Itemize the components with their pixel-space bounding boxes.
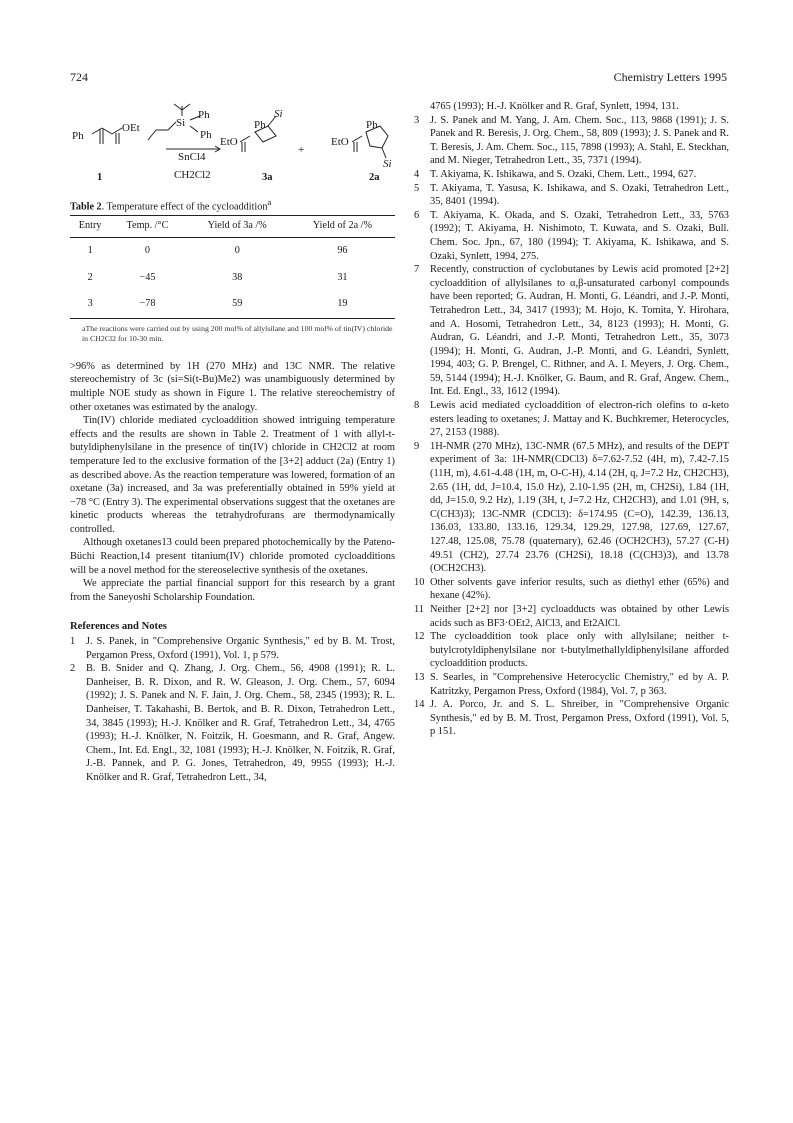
table-footnote: aThe reactions were carried out by using 200 mol% of allylsilane and 100 mol% of tin(IV) chloride in CH2Cl2 for 10-30 min. — [82, 323, 393, 343]
reference-item — [414, 209, 729, 263]
reference-text: T. Akiyama, K. Okada, and S. Ozaki, Tetrahedron Lett., 33, 5763 (1992); T. Akiyama, H. Nishimoto, T. Kuwata, and S. Ozaki, Bull. Chem. Soc. Jpn., 67, 180 (1994); T. Akiyama, K. Ishikawa, and S. Ozaki, Synlett, 1994, 275. — [430, 209, 729, 262]
table-cell: 19 — [290, 291, 395, 318]
reference-text: Lewis acid mediated cycloaddition of electron-rich olefins to α-keto esters leading to oxetanes; J. Mattay and K. Buchkremer, Heterocycles, 27, 2153 (1988). — [430, 400, 729, 439]
reference-number: 14 — [414, 699, 425, 711]
reference-item — [70, 635, 395, 662]
reference-item — [414, 440, 729, 576]
reference-text: T. Akiyama, T. Yasusa, K. Ishikawa, and S. Ozaki, Tetrahedron Lett., 35, 8401 (1994). — [430, 182, 729, 208]
table-cell: 31 — [337, 271, 348, 283]
table-cell: 3 — [70, 291, 110, 318]
reaction-scheme — [70, 100, 395, 192]
reference-item — [70, 662, 395, 784]
table-cell: 59 — [185, 291, 290, 318]
reference-text: J. S. Panek, in "Comprehensive Organic Synthesis," ed by B. M. Trost, Pergamon Press, Oxford (1991), Vol. 1, p 579. — [86, 636, 395, 661]
reference-text: T. Akiyama, K. Ishikawa, and S. Ozaki, Chem. Lett., 1994, 627. — [430, 168, 697, 180]
reagent-top-label: SnCl4 — [178, 151, 206, 163]
reference-item — [414, 263, 729, 399]
col-header-yield-2a: Yield of 2a /% — [290, 216, 395, 238]
reference-text: J. A. Porco, Jr. and S. L. Shreiber, in "Comprehensive Organic Synthesis," ed by B. M. Trost, Pergamon Press, Oxford (1991), Vol. 5, p 151. — [430, 699, 729, 738]
plus-sign: + — [298, 144, 305, 156]
body-paragraph-2: Tin(IV) chloride mediated cycloaddition showed intriguing temperature effects and the results are shown in Table 2. Treatment of 1 with allyl-t-butyldiphenylsilane in the presence of tin(IV) chloride in CH2Cl2 at room temperature led to the exclusive formation of the [3+2] adduct (2a) (Entry 1) as described above. As the reaction temperature was lowered, formation of an oxetane (3a) increased, and 3a was preferentially obtained in 59% yield at −78 °C (Entry 3). The experimental observations suggest that the oxetanes are kinetic products whereas the tetrahydrofurans are thermodynamically controlled. — [70, 415, 395, 535]
table-caption-text: . Temperature effect of the cycloaddition — [101, 201, 268, 213]
reference-text: J. S. Panek and M. Yang, J. Am. Chem. Soc., 113, 9868 (1991); J. S. Panek and R. Beresis, J. Org. Chem., 58, 809 (1993); J. S. Panek and R. T. Beresis, J. Am. Chem. Soc., 115, 7898 (1993); A. Stahl, E. Steckhan, and M. Nieger, Tetrahedron Lett., 35, 7371 (1994). — [430, 114, 729, 167]
reference-text: S. Searles, in "Comprehensive Heterocyclic Chemistry," ed by A. P. Katritzky, Pergamon Press, Oxford (1984), Vol. 7, p 363. — [430, 671, 729, 697]
reference-number: 4 — [414, 168, 420, 180]
page-number: 724 — [70, 70, 88, 84]
reference-continuation: 4765 (1993); H.-J. Knölker and R. Graf, Synlett, 1994, 131. — [430, 101, 679, 112]
table-row — [70, 237, 395, 264]
reactant-oet-label: OEt — [122, 122, 140, 134]
silane-ph1-label: Ph — [198, 109, 210, 121]
body-paragraph-4: We appreciate the partial financial support for this research by a grant from the Saneyoshi Scholarship Foundation. — [70, 578, 395, 603]
table-caption — [70, 196, 395, 213]
reference-text: The cycloaddition took place only with allylsilane; neither t-butylcrotyldiphenylsilane nor t-butylmethallyldiphenylsilane afforded cycloaddition products. — [430, 631, 729, 670]
reference-number: 12 — [414, 631, 425, 643]
reference-number: 1 — [70, 636, 76, 648]
reactant-ph-label: Ph — [72, 130, 84, 142]
right-column — [414, 100, 729, 739]
silane-si-label: Si — [176, 117, 186, 129]
reference-text: Recently, construction of cyclobutanes by Lewis acid promoted [2+2] cycloaddition of allylsilanes to α,β-unsaturated carbonyl compounds have been reported; G. Audran, H. Monti, G. Léandri, and J.-P. Monti, Tetrahedron Lett., 34, 3417 (1993); M. Hojo, K. Tomita, Y. Hirohara, and A. Hosomi, Tetrahedron Lett., 34, 8123 (1993); H. Monti, G. Audran, G. Léandri, and J.-P. Monti, Tetrahedron Lett., 35, 3073 (1994); H. Monti, G. Audran, J.-P. Monti, and G. Léandri, Synlett, 1994, 403; G. P. Brengel, C. Rithner, and A. I. Meyers, J. Org. Chem., 59, 5144 (1994); H.-J. Knölker, G. Baum, and R. Graf, Angew. Chem., Int. Ed. Engl., 33, 1612 (1994). — [430, 264, 729, 398]
reference-item — [414, 168, 729, 182]
reference-number: 7 — [414, 264, 420, 276]
table-caption-label: Table 2 — [70, 201, 102, 213]
reference-item — [414, 698, 729, 739]
reference-number: 11 — [414, 603, 425, 615]
reference-text: B. B. Snider and Q. Zhang, J. Org. Chem., 56, 4908 (1991); R. L. Danheiser, B. R. Dixon, and R. W. Gleason, J. Org. Chem., 57, 6094 (1992); J. S. Panek and N. F. Jain, J. Org. Chem., 58, 2345 (1993); R. L. Danheiser, T. Takahashi, B. Bertok, and B. R. Dixon, Tetrahedron Lett., 34, 3845 (1993); H.-J. Knölker and R. Graf, Tetrahedron Lett., 34, 4765 (1993); H.-J. Knölker, N. Foitzik, H. Goesmann, and R. Graf, Angew. Chem., Int. Ed. Engl., 32, 1081 (1993); H.-J. Knölker, N. Foitzik, R. Graf, J.-B. Pannek, and P. G. Jones, Tetrahedron, 49, 9955 (1993); H.-J. Knölker and R. Graf, Tetrahedron Lett., 34, — [86, 663, 395, 783]
reference-text: 1H-NMR (270 MHz), 13C-NMR (67.5 MHz), and results of the DEPT experiment of 3a: 1H-NMR(CDCl3) δ=7.62-7.52 (4H, m), 7.42-7.15 (11H, m), 4.61-4.48 (1H, m, O-C-H), 4.14 (2H, q, J=7.2 Hz, CH2CH3), 2.65 (1H, dd, J=10.4, 15.0 Hz), 2.10-1.95 (2H, m, CH2Si), 1.84 (1H, dd, J=15.0, 9.2 Hz), 1.19 (3H, t, J=7.2 Hz, CH2CH3), and 1.01 (9H, s, C(CH3)3); 13C-NMR (CDCl3): δ=174.95 (C=O), 142.39, 136.13, 136.03, 133.80, 133.16, 129.34, 129.29, 127.98, 127.69, 127.67, 127.48, 125.08, 75.78 (quaternary), 62.46 (OCH2CH3), 57.27 (C-H) 49.51 (CH2), 27.74 23.76 (CH2Si), 18.18 (C(CH3)3), and 13.78 (OCH2CH3). — [430, 440, 729, 575]
table-cell: 2 — [87, 271, 93, 283]
reference-number: 8 — [414, 400, 420, 412]
reference-item — [414, 399, 729, 440]
product-a-eto-label: EtO — [220, 136, 238, 148]
reference-number: 2 — [70, 663, 76, 675]
reference-number: 6 — [414, 209, 420, 221]
compound-2a-label: 2a — [369, 172, 380, 183]
reference-text: Other solvents gave inferior results, such as diethyl ether (65%) and hexane (42%). — [430, 576, 729, 602]
table-header-row — [70, 216, 395, 238]
page-header — [70, 71, 727, 87]
table-cell: −45 — [139, 271, 156, 283]
reference-item — [414, 114, 729, 168]
product-a-ph-label: Ph — [254, 119, 266, 131]
table-cell: 1 — [87, 244, 93, 256]
reference-number: 5 — [414, 182, 420, 194]
reference-item — [414, 576, 729, 603]
left-column — [70, 100, 395, 785]
table-caption-sup: a — [267, 197, 272, 207]
silane-ph2-label: Ph — [200, 129, 212, 141]
col-header-yield-3a: Yield of 3a /% — [185, 216, 290, 238]
reference-item — [414, 630, 729, 671]
reference-text: Neither [2+2] nor [3+2] cycloadducts was obtained by other Lewis acids such as BF3·OEt2, AlCl3, and Et2AlCl. — [430, 603, 729, 629]
table-cell: 0 — [144, 244, 150, 256]
reference-number: 9 — [414, 440, 420, 452]
references-heading: References and Notes — [70, 621, 167, 633]
table-row — [70, 291, 395, 318]
table-row — [70, 265, 395, 292]
reagent-bottom-label: CH2Cl2 — [174, 169, 211, 181]
body-paragraph-1: >96% as determined by 1H (270 MHz) and 13C NMR. The relative stereochemistry of 3c (si=Si(t-Bu)Me2) was unambiguously determined by multiple NOE study as shown in Figure 1. The relative stereochemistry of other oxetanes was estimated by the analogy. — [70, 360, 395, 413]
table-cell: 96 — [337, 244, 348, 256]
body-paragraph-3: Although oxetanes13 could been prepared photochemically by the Pateno-Büchi Reaction,14 present titanium(IV) chloride promoted cycloadditions will be a novel method for the stereoselective synthesis of the oxetanes. — [70, 537, 395, 576]
reference-number: 13 — [414, 671, 425, 683]
product-b-eto-label: EtO — [331, 136, 349, 148]
product-b-si-label: Si — [383, 158, 392, 170]
table-cell: 0 — [234, 244, 240, 256]
table-cell: 38 — [232, 271, 243, 283]
reference-item — [414, 671, 729, 698]
table-cell: −78 — [110, 291, 184, 318]
temperature-table — [70, 215, 395, 318]
product-b-ph-label: Ph — [366, 119, 378, 131]
journal-name: Chemistry Letters 1995 — [613, 70, 727, 84]
compound-3a-label: 3a — [262, 172, 273, 183]
col-header-entry: Entry — [70, 216, 110, 238]
reference-number: 10 — [414, 576, 425, 588]
col-header-temp: Temp. /°C — [110, 216, 184, 238]
compound-1-label: 1 — [97, 172, 103, 183]
reference-number: 3 — [414, 114, 420, 126]
reference-item — [414, 603, 729, 630]
product-a-si-label: Si — [274, 108, 283, 120]
reference-item — [414, 182, 729, 209]
